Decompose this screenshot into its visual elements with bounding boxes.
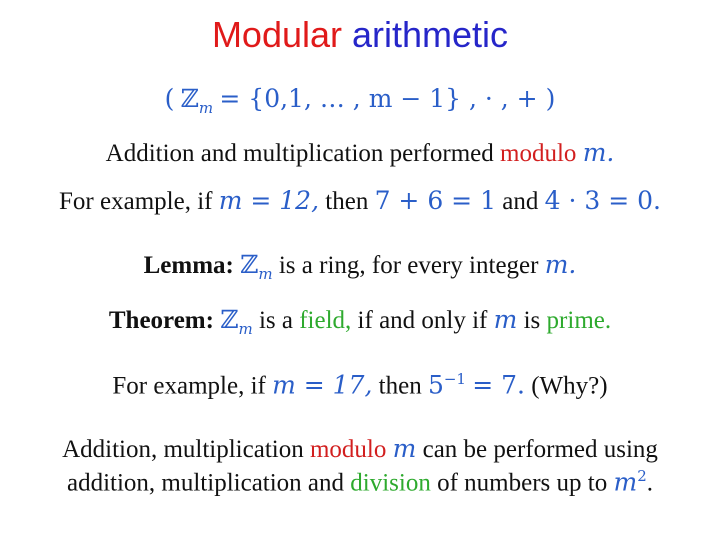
- zm-symbol: ℤ: [180, 84, 199, 113]
- example-line-2: For example, if m = 17, then $5^{-1} = 7$. (Why?): [112, 370, 608, 400]
- modulo-highlight: modulo: [500, 140, 577, 167]
- lemma-label: Lemma:: [143, 252, 234, 279]
- closing-line-2: addition, multiplication and division of numbers up to $m^2$.: [66, 467, 653, 497]
- example-line-1: For example, if m = 12, then 7 + 6 = 1 and 4 · 3 = 0.: [59, 186, 661, 215]
- lemma-line: Lemma: ℤ$_m$ is a ring, for every integer m.: [143, 250, 577, 283]
- addition-line: Addition and multiplication performed modulo m.: [105, 138, 615, 167]
- set-expression: = {0,1, … , m − 1} , · , + ): [219, 84, 556, 113]
- slide-title: [0, 14, 720, 56]
- closing-line-1: Addition, multiplication modulo m can be performed using: [62, 434, 658, 463]
- theorem-line: Theorem: ℤ$_m$ is a field, if and only if m is prime.: [108, 305, 612, 338]
- theorem-label: Theorem:: [108, 307, 214, 334]
- ring-definition: ( ℤ$_m$ = {0,1, … , m − 1} , · , + ): [164, 84, 556, 117]
- title-word-arithmetic: arithmetic: [352, 14, 509, 55]
- field-highlight: field,: [299, 307, 352, 334]
- title-word-modular: Modular: [211, 14, 342, 55]
- division-highlight: division: [350, 469, 431, 497]
- prime-highlight: prime.: [546, 307, 612, 334]
